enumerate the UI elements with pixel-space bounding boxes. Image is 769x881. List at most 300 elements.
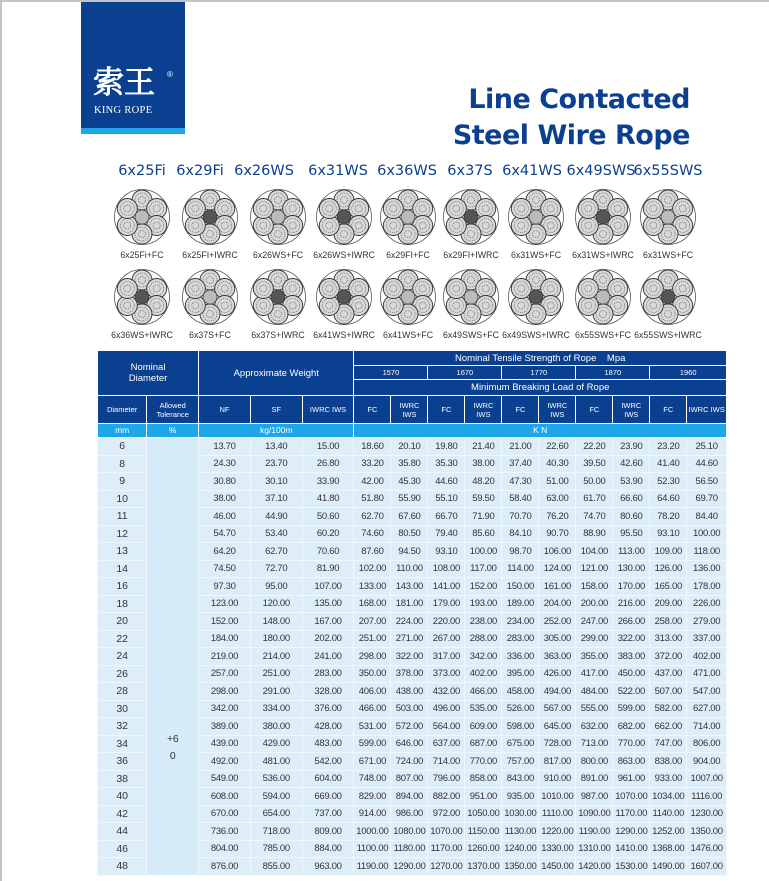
value-cell: 876.00	[199, 858, 251, 876]
logo-accent-stripe	[81, 128, 185, 134]
value-cell: 637.00	[428, 735, 465, 753]
diameter-cell: 24	[98, 648, 147, 666]
value-cell: 204.00	[539, 595, 576, 613]
value-cell: 226.00	[687, 595, 727, 613]
value-cell: 564.00	[428, 718, 465, 736]
value-cell: 687.00	[465, 735, 502, 753]
value-cell: 124.00	[539, 560, 576, 578]
rope-cross-section-icon	[249, 188, 307, 246]
value-cell: 1150.00	[465, 823, 502, 841]
value-cell: 1476.00	[687, 840, 727, 858]
value-cell: 113.00	[613, 543, 650, 561]
value-cell: 724.00	[391, 753, 428, 771]
value-cell: 770.00	[465, 753, 502, 771]
value-cell: 682.00	[613, 718, 650, 736]
value-cell: 535.00	[465, 700, 502, 718]
rope-section-label: 6x41WS+IWRC	[313, 330, 375, 340]
construction-type: 6x41WS	[502, 163, 562, 179]
value-cell: 148.00	[250, 613, 302, 631]
value-cell: 179.00	[428, 595, 465, 613]
value-cell: 126.00	[650, 560, 687, 578]
rope-cross-section-icon	[181, 268, 239, 326]
value-cell: 76.20	[539, 508, 576, 526]
diameter-cell: 38	[98, 770, 147, 788]
grade-1770: 1770	[502, 366, 576, 380]
value-cell: 35.80	[391, 455, 428, 473]
value-cell: 241.00	[302, 648, 354, 666]
value-cell: 61.70	[576, 490, 613, 508]
spec-table	[97, 350, 727, 876]
value-cell: 106.00	[539, 543, 576, 561]
grade-1960: 1960	[650, 366, 727, 380]
value-cell: 22.20	[576, 438, 613, 456]
value-cell: 37.10	[250, 490, 302, 508]
value-cell: 609.00	[465, 718, 502, 736]
value-cell: 747.00	[650, 735, 687, 753]
value-cell: 1252.00	[650, 823, 687, 841]
rope-section-item	[434, 268, 508, 340]
header-nominal-diameter: Nominal Diameter	[98, 351, 199, 396]
value-cell: 87.60	[354, 543, 391, 561]
value-cell: 109.00	[650, 543, 687, 561]
value-cell: 1030.00	[502, 805, 539, 823]
value-cell: 305.00	[539, 630, 576, 648]
value-cell: 395.00	[502, 665, 539, 683]
value-cell: 547.00	[687, 683, 727, 701]
value-cell: 84.10	[502, 525, 539, 543]
construction-type: 6x55SWS	[633, 163, 703, 179]
diameter-cell: 28	[98, 683, 147, 701]
value-cell: 598.00	[502, 718, 539, 736]
diameter-cell: 32	[98, 718, 147, 736]
value-cell: 313.00	[650, 630, 687, 648]
value-cell: 44.60	[687, 455, 727, 473]
value-cell: 48.20	[465, 473, 502, 491]
diameter-cell: 14	[98, 560, 147, 578]
value-cell: 24.30	[199, 455, 251, 473]
value-cell: 110.00	[391, 560, 428, 578]
value-cell: 1090.00	[576, 805, 613, 823]
value-cell: 118.00	[687, 543, 727, 561]
header-nf: NF	[199, 396, 251, 424]
rope-section-item	[631, 188, 705, 260]
value-cell: 1180.00	[391, 840, 428, 858]
value-cell: 1290.00	[391, 858, 428, 876]
value-cell: 55.90	[391, 490, 428, 508]
page-title	[453, 82, 690, 154]
value-cell: 337.00	[687, 630, 727, 648]
header-iwrc-iws: IWRC IWS	[613, 396, 650, 424]
value-cell: 1607.00	[687, 858, 727, 876]
value-cell: 471.00	[687, 665, 727, 683]
value-cell: 93.10	[428, 543, 465, 561]
diameter-cell: 34	[98, 735, 147, 753]
value-cell: 608.00	[199, 788, 251, 806]
value-cell: 458.00	[502, 683, 539, 701]
header-iwrc-iws: IWRC IWS	[391, 396, 428, 424]
rope-section-label: 6x29FI+FC	[386, 250, 430, 260]
value-cell: 1070.00	[613, 788, 650, 806]
header-diameter: Diameter	[98, 396, 147, 424]
value-cell: 67.60	[391, 508, 428, 526]
value-cell: 843.00	[502, 770, 539, 788]
diameter-cell: 10	[98, 490, 147, 508]
value-cell: 328.00	[302, 683, 354, 701]
construction-type: 6x37S	[447, 163, 493, 179]
construction-type: 6x36WS	[377, 163, 437, 179]
value-cell: 22.60	[539, 438, 576, 456]
value-cell: 62.70	[354, 508, 391, 526]
unit-percent: %	[147, 424, 199, 438]
value-cell: 807.00	[391, 770, 428, 788]
value-cell: 389.00	[199, 718, 251, 736]
header-iwrc-iws: IWRC IWS	[302, 396, 354, 424]
title-line-2: Steel Wire Rope	[452, 120, 690, 151]
value-cell: 30.10	[250, 473, 302, 491]
value-cell: 46.00	[199, 508, 251, 526]
value-cell: 1110.00	[539, 805, 576, 823]
header-allowed-tolerance: Allowed Tolerance	[147, 396, 199, 424]
value-cell: 74.60	[354, 525, 391, 543]
value-cell: 200.00	[576, 595, 613, 613]
value-cell: 748.00	[354, 770, 391, 788]
construction-type: 6x26WS	[234, 163, 294, 179]
value-cell: 234.00	[502, 613, 539, 631]
value-cell: 51.00	[539, 473, 576, 491]
value-cell: 1420.00	[576, 858, 613, 876]
value-cell: 951.00	[465, 788, 502, 806]
rope-cross-section-icon	[442, 268, 500, 326]
value-cell: 646.00	[391, 735, 428, 753]
value-cell: 317.00	[428, 648, 465, 666]
rope-cross-section-icon	[574, 268, 632, 326]
rope-section-item	[105, 188, 179, 260]
value-cell: 1260.00	[465, 840, 502, 858]
diameter-cell: 44	[98, 823, 147, 841]
value-cell: 1350.00	[687, 823, 727, 841]
value-cell: 26.80	[302, 455, 354, 473]
value-cell: 23.90	[613, 438, 650, 456]
value-cell: 251.00	[354, 630, 391, 648]
diameter-cell: 30	[98, 700, 147, 718]
value-cell: 484.00	[576, 683, 613, 701]
value-cell: 44.90	[250, 508, 302, 526]
value-cell: 670.00	[199, 805, 251, 823]
value-cell: 549.00	[199, 770, 251, 788]
value-cell: 21.40	[465, 438, 502, 456]
value-cell: 143.00	[391, 578, 428, 596]
value-cell: 298.00	[199, 683, 251, 701]
value-cell: 85.60	[465, 525, 502, 543]
value-cell: 355.00	[576, 648, 613, 666]
diameter-cell: 8	[98, 455, 147, 473]
value-cell: 178.00	[687, 578, 727, 596]
value-cell: 350.00	[354, 665, 391, 683]
value-cell: 645.00	[539, 718, 576, 736]
rope-section-item	[499, 188, 573, 260]
value-cell: 71.90	[465, 508, 502, 526]
value-cell: 671.00	[354, 753, 391, 771]
value-cell: 81.90	[302, 560, 354, 578]
diameter-cell: 9	[98, 473, 147, 491]
value-cell: 59.50	[465, 490, 502, 508]
header-iwrc-iws: IWRC IWS	[539, 396, 576, 424]
value-cell: 1450.00	[539, 858, 576, 876]
brand-logo	[81, 2, 185, 134]
diameter-cell: 42	[98, 805, 147, 823]
rope-section-item	[434, 188, 508, 260]
value-cell: 383.00	[613, 648, 650, 666]
value-cell: 181.00	[391, 595, 428, 613]
rope-cross-section-icon	[379, 268, 437, 326]
value-cell: 158.00	[576, 578, 613, 596]
rope-section-item	[307, 268, 381, 340]
header-min-breaking-load: Minimum Breaking Load of Rope	[354, 380, 727, 396]
value-cell: 64.20	[199, 543, 251, 561]
value-cell: 342.00	[199, 700, 251, 718]
value-cell: 1270.00	[428, 858, 465, 876]
value-cell: 496.00	[428, 700, 465, 718]
title-line-1: Line Contacted	[468, 84, 690, 115]
value-cell: 25.10	[687, 438, 727, 456]
value-cell: 299.00	[576, 630, 613, 648]
value-cell: 202.00	[302, 630, 354, 648]
value-cell: 437.00	[650, 665, 687, 683]
value-cell: 80.60	[613, 508, 650, 526]
rope-section-item	[307, 188, 381, 260]
rope-section-label: 6x41WS+FC	[382, 330, 434, 340]
value-cell: 770.00	[613, 735, 650, 753]
rope-section-label: 6x25FI+IWRC	[182, 250, 238, 260]
value-cell: 74.70	[576, 508, 613, 526]
value-cell: 93.10	[650, 525, 687, 543]
unit-load: K N	[354, 424, 727, 438]
value-cell: 891.00	[576, 770, 613, 788]
value-cell: 662.00	[650, 718, 687, 736]
header-tensile-strength: Nominal Tensile Strength of Rope Mpa	[354, 351, 727, 366]
value-cell: 104.00	[576, 543, 613, 561]
value-cell: 1190.00	[576, 823, 613, 841]
value-cell: 150.00	[502, 578, 539, 596]
rope-cross-section-icon	[379, 188, 437, 246]
value-cell: 90.70	[539, 525, 576, 543]
value-cell: 838.00	[650, 753, 687, 771]
rope-cross-section-icon	[249, 268, 307, 326]
value-cell: 884.00	[302, 840, 354, 858]
value-cell: 1130.00	[502, 823, 539, 841]
value-cell: 50.00	[576, 473, 613, 491]
rope-section-label: 6x31WS+IWRC	[572, 250, 634, 260]
value-cell: 51.80	[354, 490, 391, 508]
value-cell: 1290.00	[613, 823, 650, 841]
value-cell: 933.00	[650, 770, 687, 788]
value-cell: 107.00	[302, 578, 354, 596]
value-cell: 796.00	[428, 770, 465, 788]
rope-cross-section-icon	[113, 188, 171, 246]
value-cell: 130.00	[613, 560, 650, 578]
value-cell: 438.00	[391, 683, 428, 701]
value-cell: 60.20	[302, 525, 354, 543]
value-cell: 94.50	[391, 543, 428, 561]
value-cell: 432.00	[428, 683, 465, 701]
value-cell: 1330.00	[539, 840, 576, 858]
value-cell: 567.00	[539, 700, 576, 718]
value-cell: 757.00	[502, 753, 539, 771]
value-cell: 483.00	[302, 735, 354, 753]
value-cell: 526.00	[502, 700, 539, 718]
tolerance-upper: +6	[167, 733, 179, 745]
value-cell: 800.00	[576, 753, 613, 771]
value-cell: 806.00	[687, 735, 727, 753]
value-cell: 283.00	[502, 630, 539, 648]
construction-type: 6x49SWS	[566, 163, 636, 179]
value-cell: 23.20	[650, 438, 687, 456]
rope-section-label: 6x31WS+FC	[642, 250, 694, 260]
value-cell: 53.40	[250, 525, 302, 543]
value-cell: 21.00	[502, 438, 539, 456]
value-cell: 184.00	[199, 630, 251, 648]
spec-table-body	[98, 438, 727, 876]
value-cell: 291.00	[250, 683, 302, 701]
value-cell: 121.00	[576, 560, 613, 578]
value-cell: 494.00	[539, 683, 576, 701]
value-cell: 322.00	[391, 648, 428, 666]
value-cell: 450.00	[613, 665, 650, 683]
brand-name-en: KING ROPE	[94, 105, 153, 116]
construction-type: 6x29Fi	[176, 163, 224, 179]
value-cell: 914.00	[354, 805, 391, 823]
value-cell: 406.00	[354, 683, 391, 701]
value-cell: 63.00	[539, 490, 576, 508]
rope-section-label: 6x37S+FC	[189, 330, 231, 340]
value-cell: 736.00	[199, 823, 251, 841]
value-cell: 267.00	[428, 630, 465, 648]
construction-type: 6x31WS	[308, 163, 368, 179]
value-cell: 38.00	[465, 455, 502, 473]
rope-cross-section-icon	[507, 188, 565, 246]
header-fc: FC	[650, 396, 687, 424]
value-cell: 42.60	[613, 455, 650, 473]
rope-section-item	[631, 268, 705, 340]
value-cell: 503.00	[391, 700, 428, 718]
value-cell: 380.00	[250, 718, 302, 736]
value-cell: 258.00	[650, 613, 687, 631]
value-cell: 224.00	[391, 613, 428, 631]
value-cell: 376.00	[302, 700, 354, 718]
value-cell: 594.00	[250, 788, 302, 806]
value-cell: 180.00	[250, 630, 302, 648]
value-cell: 135.00	[302, 595, 354, 613]
value-cell: 728.00	[539, 735, 576, 753]
value-cell: 972.00	[428, 805, 465, 823]
value-cell: 266.00	[613, 613, 650, 631]
rope-section-label: 6x26WS+FC	[252, 250, 304, 260]
value-cell: 42.00	[354, 473, 391, 491]
header-approx-weight: Approximate Weight	[199, 351, 354, 396]
value-cell: 283.00	[302, 665, 354, 683]
value-cell: 417.00	[576, 665, 613, 683]
value-cell: 1100.00	[354, 840, 391, 858]
value-cell: 894.00	[391, 788, 428, 806]
value-cell: 55.10	[428, 490, 465, 508]
tolerance-cell	[147, 438, 199, 876]
value-cell: 152.00	[199, 613, 251, 631]
value-cell: 108.00	[428, 560, 465, 578]
rope-cross-section-icon	[315, 268, 373, 326]
value-cell: 216.00	[613, 595, 650, 613]
value-cell: 64.60	[650, 490, 687, 508]
brand-name-cn: 索王	[93, 65, 155, 101]
value-cell: 542.00	[302, 753, 354, 771]
value-cell: 100.00	[465, 543, 502, 561]
value-cell: 298.00	[354, 648, 391, 666]
rope-section-item	[173, 268, 247, 340]
value-cell: 1010.00	[539, 788, 576, 806]
value-cell: 334.00	[250, 700, 302, 718]
value-cell: 35.30	[428, 455, 465, 473]
value-cell: 714.00	[428, 753, 465, 771]
value-cell: 961.00	[613, 770, 650, 788]
value-cell: 62.70	[250, 543, 302, 561]
grade-1870: 1870	[576, 366, 650, 380]
rope-section-label: 6x49SWS+FC	[443, 330, 499, 340]
rope-cross-section-icon	[181, 188, 239, 246]
value-cell: 582.00	[650, 700, 687, 718]
rope-section-item	[566, 188, 640, 260]
diameter-cell: 36	[98, 753, 147, 771]
value-cell: 38.00	[199, 490, 251, 508]
value-cell: 402.00	[465, 665, 502, 683]
rope-section-label: 6x31WS+FC	[510, 250, 562, 260]
value-cell: 654.00	[250, 805, 302, 823]
value-cell: 41.40	[650, 455, 687, 473]
value-cell: 33.90	[302, 473, 354, 491]
header-fc: FC	[576, 396, 613, 424]
value-cell: 439.00	[199, 735, 251, 753]
value-cell: 56.50	[687, 473, 727, 491]
value-cell: 809.00	[302, 823, 354, 841]
value-cell: 219.00	[199, 648, 251, 666]
value-cell: 288.00	[465, 630, 502, 648]
tolerance-lower: 0	[169, 750, 176, 762]
diameter-cell: 46	[98, 840, 147, 858]
value-cell: 79.40	[428, 525, 465, 543]
value-cell: 1410.00	[613, 840, 650, 858]
value-cell: 207.00	[354, 613, 391, 631]
rope-section-item	[241, 188, 315, 260]
value-cell: 39.50	[576, 455, 613, 473]
rope-section-label: 6x25Fi+FC	[120, 250, 164, 260]
diameter-cell: 20	[98, 613, 147, 631]
value-cell: 45.30	[391, 473, 428, 491]
diameter-cell: 11	[98, 508, 147, 526]
value-cell: 466.00	[354, 700, 391, 718]
value-cell: 363.00	[539, 648, 576, 666]
value-cell: 74.50	[199, 560, 251, 578]
value-cell: 935.00	[502, 788, 539, 806]
rope-cross-section-icon	[315, 188, 373, 246]
value-cell: 804.00	[199, 840, 251, 858]
registered-mark-icon: ®	[167, 70, 173, 79]
value-cell: 37.40	[502, 455, 539, 473]
value-cell: 40.30	[539, 455, 576, 473]
header-fc: FC	[502, 396, 539, 424]
value-cell: 627.00	[687, 700, 727, 718]
value-cell: 507.00	[650, 683, 687, 701]
value-cell: 1070.00	[428, 823, 465, 841]
value-cell: 165.00	[650, 578, 687, 596]
value-cell: 136.00	[687, 560, 727, 578]
